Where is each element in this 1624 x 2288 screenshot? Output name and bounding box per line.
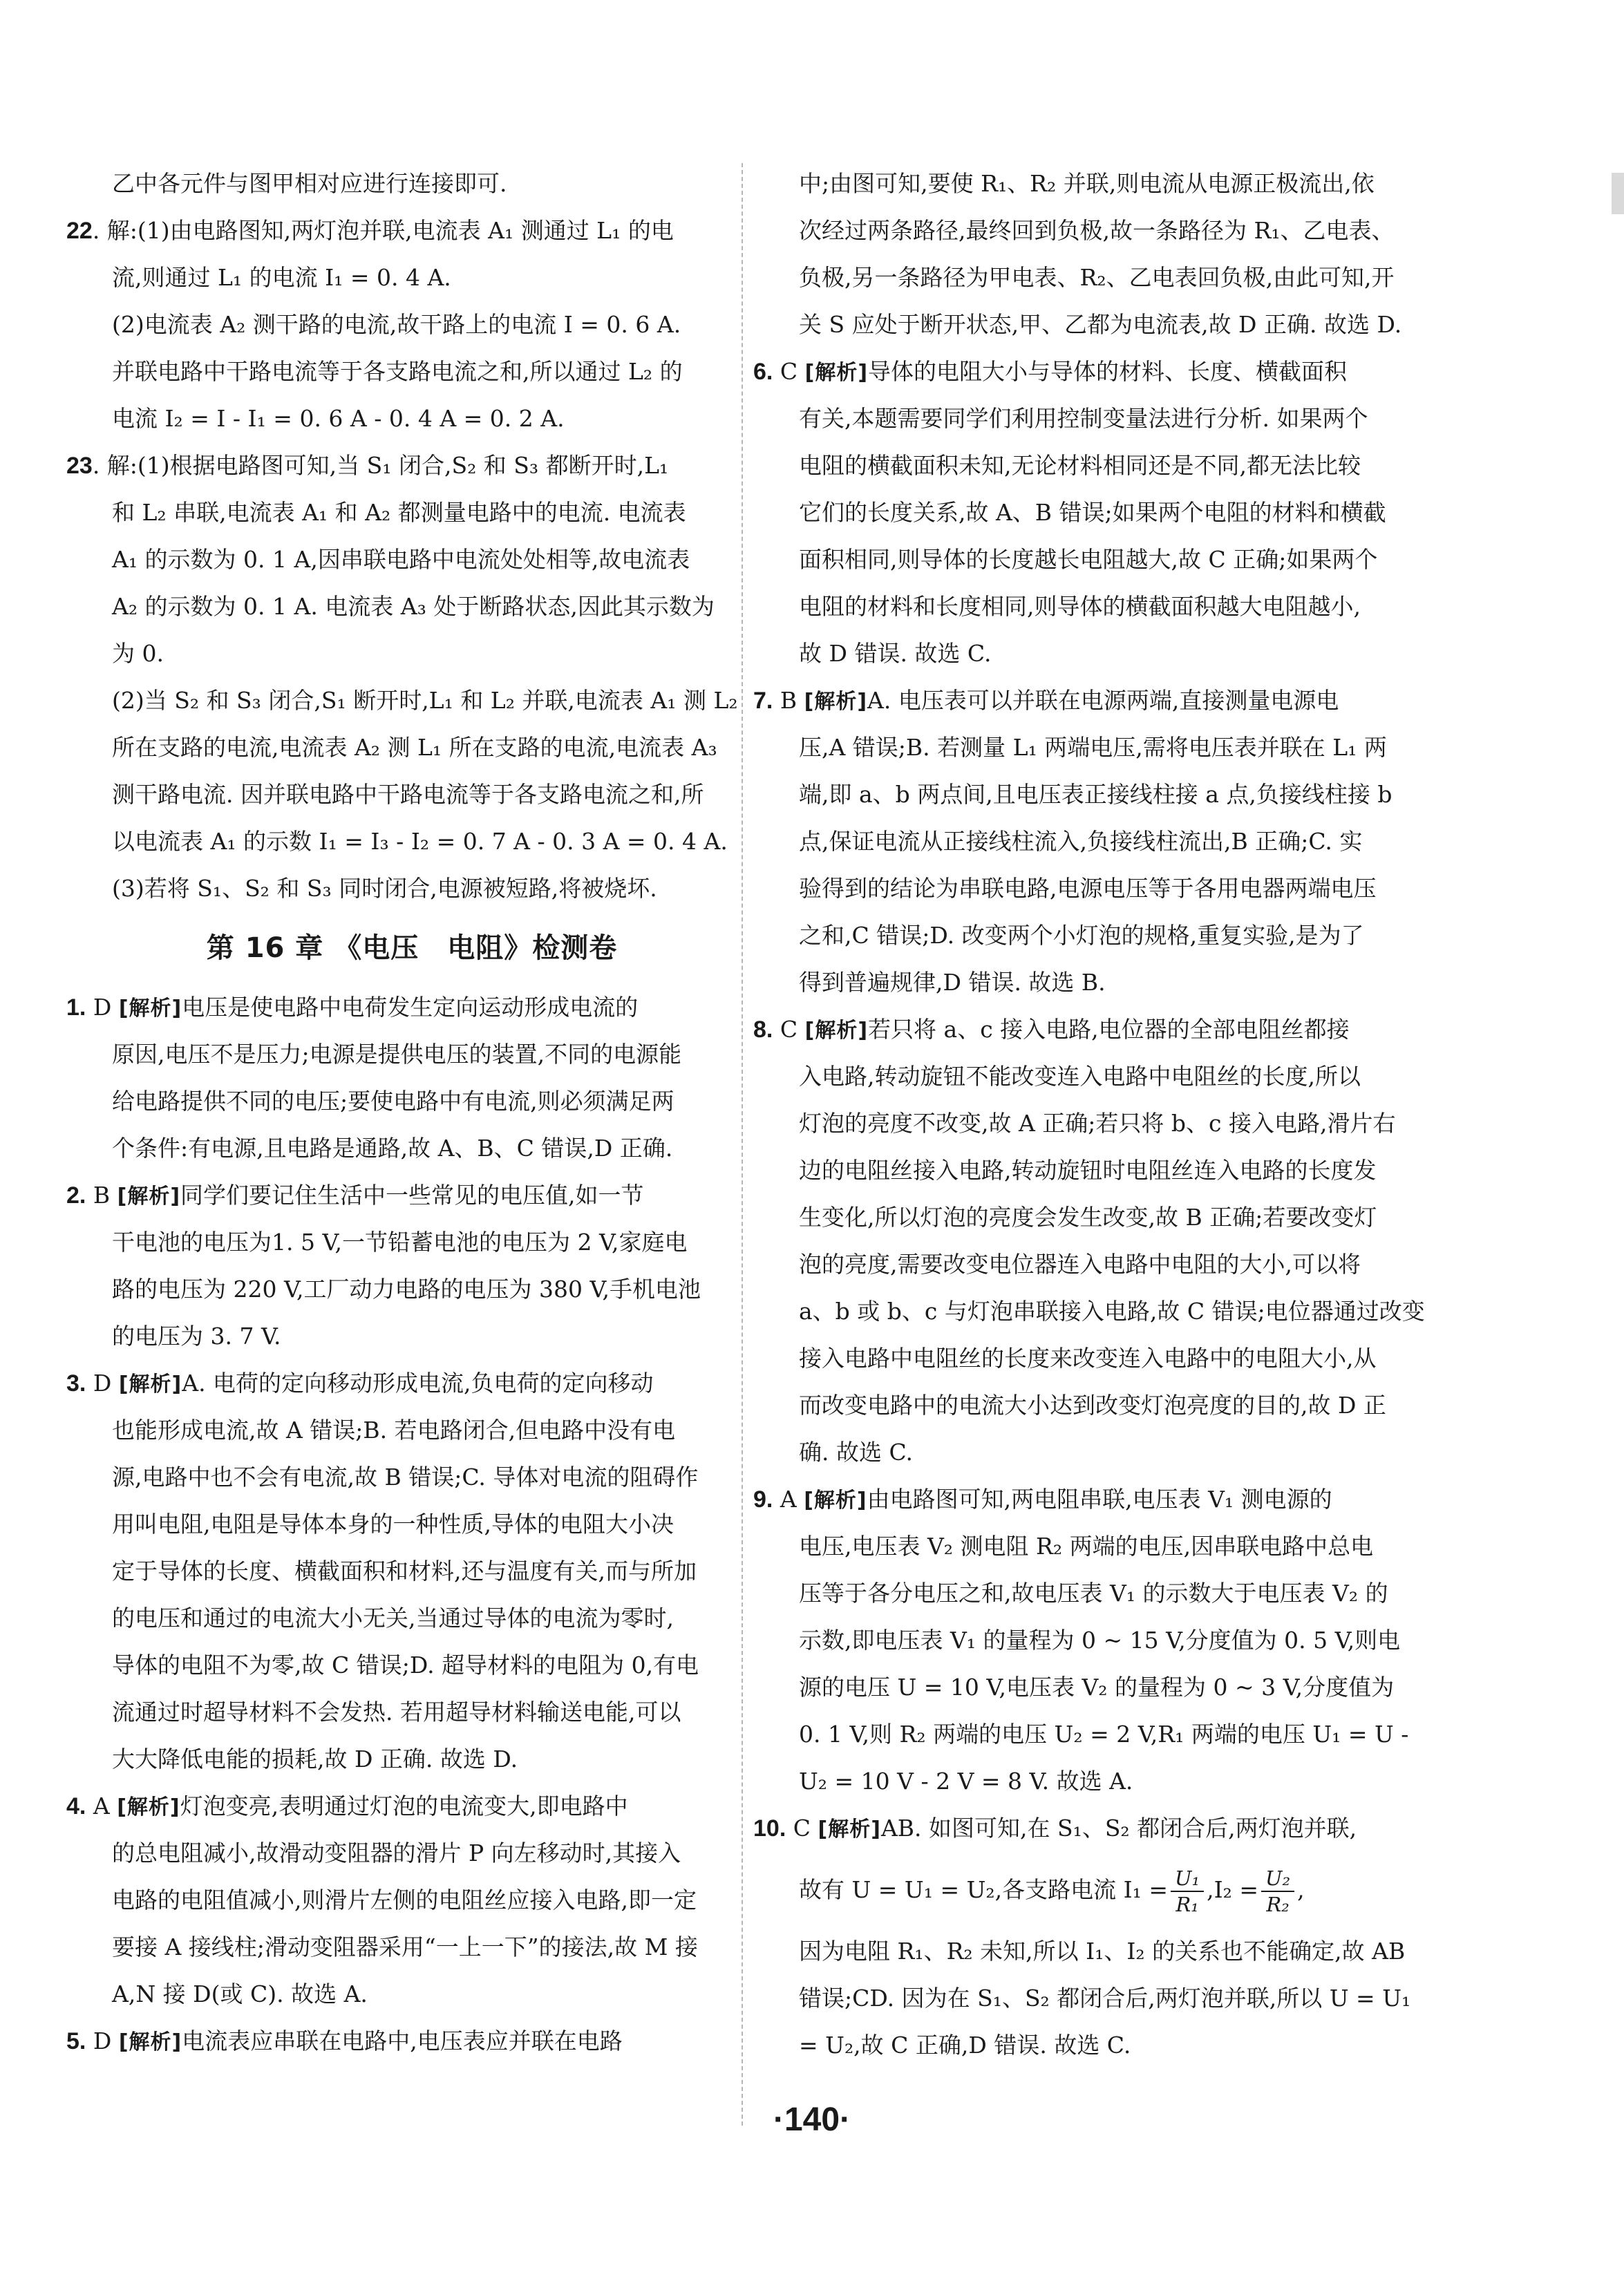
text-line <box>753 677 1444 724</box>
analysis-tag: [解析] <box>118 1372 182 1397</box>
question-number: 3 <box>66 1370 79 1397</box>
line-text: 流通过时超导材料不会发热. 若用超导材料输送电能,可以 <box>112 1699 681 1726</box>
line-text: A₁ 的示数为 0. 1 A,因串联电路中电流处处相等,故电流表 <box>112 546 690 573</box>
line-text: a、b 或 b、c 与灯泡串联接入电路,故 C 错误;电位器通过改变 <box>799 1298 1425 1325</box>
line-text: 并联电路中干路电流等于各支路电流之和,所以通过 L₂ 的 <box>112 358 683 385</box>
analysis-tag: [解析] <box>117 1795 180 1819</box>
line-text: 电压,电压表 V₂ 测电阻 R₂ 两端的电压,因串联电路中总电 <box>799 1533 1374 1560</box>
line-text: = U₂,故 C 正确,D 错误. 故选 C. <box>799 2032 1131 2059</box>
text-line <box>753 1335 1444 1382</box>
line-text: 定于导体的长度、横截面积和材料,还与温度有关,而与所加 <box>112 1558 697 1585</box>
answer-dot: . <box>766 359 773 385</box>
answer-dot: . <box>79 1370 86 1397</box>
line-text: 它们的长度关系,故 A、B 错误;如果两个电阻的材料和横截 <box>799 499 1386 526</box>
answer-dot: . <box>79 2028 86 2054</box>
text-line <box>753 1429 1444 1476</box>
text-line <box>753 254 1444 301</box>
text-line <box>66 865 757 912</box>
analysis-tag: [解析] <box>117 1184 181 1209</box>
line-text: . 解:(1)根据电路图可知,当 S₁ 闭合,S₂ 和 S₃ 都断开时,L₁ <box>92 452 669 479</box>
formula-tail: , <box>1297 1876 1305 1903</box>
text-line <box>66 1595 757 1642</box>
text-line <box>753 1523 1444 1570</box>
line-text: 由电路图可知,两电阻串联,电压表 V₁ 测电源的 <box>867 1486 1332 1513</box>
line-text: A₂ 的示数为 0. 1 A. 电流表 A₃ 处于断路状态,因此其示数为 <box>112 593 715 620</box>
fraction-denominator: R₁ <box>1175 1893 1199 1916</box>
line-text: 流,则通过 L₁ 的电流 I₁ = 0. 4 A. <box>112 264 451 291</box>
line-text: 的总电阻减小,故滑动变阻器的滑片 P 向左移动时,其接入 <box>112 1840 681 1866</box>
line-text: A,N 接 D(或 C). 故选 A. <box>112 1980 368 2007</box>
text-line <box>66 1783 757 1830</box>
line-text: 的电压为 3. 7 V. <box>112 1323 281 1350</box>
formula-mid: ,I₂ = <box>1207 1876 1259 1903</box>
text-line <box>753 1928 1444 1975</box>
text-line <box>753 771 1444 818</box>
line-text: . 解:(1)由电路图知,两灯泡并联,电流表 A₁ 测通过 L₁ 的电 <box>92 217 674 244</box>
column-divider <box>742 163 743 2126</box>
answer-dot: . <box>79 1793 86 1819</box>
line-text: 电流 I₂ = I - I₁ = 0. 6 A - 0. 4 A = 0. 2 A. <box>112 405 565 432</box>
text-line <box>753 1147 1444 1194</box>
page-edge-mark <box>1612 173 1624 214</box>
answer-dot: . <box>766 1017 773 1043</box>
answer-choice: C <box>786 1815 818 1842</box>
line-text: 压等于各分电压之和,故电压表 V₁ 的示数大于电压表 V₂ 的 <box>799 1580 1388 1607</box>
text-line <box>66 1454 757 1501</box>
right-column <box>753 160 1444 2069</box>
text-line <box>753 1758 1444 1805</box>
analysis-tag: [解析] <box>804 361 869 385</box>
analysis-tag: [解析] <box>804 1019 869 1043</box>
page-number: ·140· <box>773 2101 851 2138</box>
text-line <box>753 1617 1444 1664</box>
line-text: 负极,另一条路径为甲电表、R₂、乙电表回负极,由此可知,开 <box>799 264 1395 291</box>
line-text: 错误;CD. 因为在 S₁、S₂ 都闭合后,两灯泡并联,所以 U = U₁ <box>799 1985 1411 2012</box>
line-text: 边的电阻丝接入电路,转动旋钮时电阻丝连入电路的长度发 <box>799 1157 1377 1184</box>
text-line <box>66 536 757 583</box>
left-column <box>66 160 757 2065</box>
text-line <box>753 1805 1444 1852</box>
answer-dot: . <box>779 1815 786 1842</box>
text-line <box>753 1382 1444 1429</box>
text-line <box>66 1407 757 1454</box>
answer-dot: . <box>79 1182 86 1209</box>
text-line <box>66 1031 757 1078</box>
line-text: 个条件:有电源,且电路是通路,故 A、B、C 错误,D 正确. <box>112 1135 673 1162</box>
line-text: 要接 A 接线柱;滑动变阻器采用“一上一下”的接法,故 M 接 <box>112 1934 698 1960</box>
answer-choice: A <box>86 1793 117 1819</box>
text-line <box>66 1924 757 1971</box>
question-number: 22 <box>66 218 93 244</box>
question-number: 5 <box>66 2028 79 2054</box>
text-line <box>66 630 757 677</box>
answer-dot: . <box>766 688 773 714</box>
line-text: (3)若将 S₁、S₂ 和 S₃ 同时闭合,电源被短路,将被烧坏. <box>112 875 657 902</box>
line-text: 之和,C 错误;D. 改变两个小灯泡的规格,重复实验,是为了 <box>799 922 1364 949</box>
line-text: 关 S 应处于断开状态,甲、乙都为电流表,故 D 正确. 故选 D. <box>799 311 1402 338</box>
text-line <box>753 1053 1444 1100</box>
line-text: 接入电路中电阻丝的长度来改变连入电路中的电阻大小,从 <box>799 1345 1377 1372</box>
line-text: 为 0. <box>112 640 164 667</box>
text-line <box>66 254 757 301</box>
text-line <box>753 1288 1444 1335</box>
text-line <box>753 1006 1444 1053</box>
text-line <box>753 442 1444 489</box>
text-line <box>66 395 757 442</box>
fraction-denominator: R₂ <box>1266 1893 1290 1916</box>
line-text: 导体的电阻大小与导体的材料、长度、横截面积 <box>868 358 1348 385</box>
text-line <box>66 583 757 630</box>
analysis-tag: [解析] <box>818 1817 881 1842</box>
analysis-tag: [解析] <box>804 1488 867 1513</box>
line-text: 次经过两条路径,最终回到负极,故一条路径为 R₁、乙电表、 <box>799 217 1395 244</box>
line-text: 电阻的横截面积未知,无论材料相同还是不同,都无法比较 <box>799 452 1361 479</box>
line-text: AB. 如图可知,在 S₁、S₂ 都闭合后,两灯泡并联, <box>880 1815 1357 1842</box>
analysis-tag: [解析] <box>118 996 182 1021</box>
line-text: 生变化,所以灯泡的亮度会发生改变,故 B 正确;若要改变灯 <box>799 1204 1377 1231</box>
line-text: 故 D 错误. 故选 C. <box>799 640 992 667</box>
text-line <box>753 1975 1444 2022</box>
text-line <box>66 1078 757 1125</box>
line-text: 确. 故选 C. <box>799 1439 914 1466</box>
text-line <box>66 1219 757 1266</box>
fraction-i1 <box>1171 1866 1204 1917</box>
line-text: U₂ = 10 V - 2 V = 8 V. 故选 A. <box>799 1768 1133 1795</box>
line-text: A. 电压表可以并联在电源两端,直接测量电源电 <box>867 687 1339 714</box>
answer-choice: C <box>773 358 805 385</box>
text-line <box>753 301 1444 348</box>
line-text: 灯泡变亮,表明通过灯泡的电流变大,即电路中 <box>180 1793 628 1819</box>
line-text: (2)电流表 A₂ 测干路的电流,故干路上的电流 I = 0. 6 A. <box>112 311 681 338</box>
answer-dot: . <box>79 994 86 1021</box>
text-line <box>66 1548 757 1595</box>
line-text: 也能形成电流,故 A 错误;B. 若电路闭合,但电路中没有电 <box>112 1417 676 1444</box>
text-line <box>753 1100 1444 1147</box>
text-line <box>753 818 1444 865</box>
text-line <box>66 1266 757 1313</box>
question-number: 9 <box>753 1486 766 1513</box>
answer-choice: B <box>86 1182 117 1209</box>
line-text: 电阻的材料和长度相同,则导体的横截面积越大电阻越小, <box>799 593 1361 620</box>
line-text: 压,A 错误;B. 若测量 L₁ 两端电压,需将电压表并联在 L₁ 两 <box>799 734 1387 761</box>
text-line <box>66 818 757 865</box>
text-line <box>753 207 1444 254</box>
line-text: 源,电路中也不会有电流,故 B 错误;C. 导体对电流的阻碍作 <box>112 1464 699 1491</box>
answer-dot: . <box>766 1486 773 1513</box>
line-text: 所在支路的电流,电流表 A₂ 测 L₁ 所在支路的电流,电流表 A₃ <box>112 734 717 761</box>
text-line <box>66 1642 757 1689</box>
question-number: 4 <box>66 1793 79 1819</box>
formula-lead: 故有 U = U₁ = U₂,各支路电流 I₁ = <box>799 1876 1169 1903</box>
line-text: 以电流表 A₁ 的示数 I₁ = I₃ - I₂ = 0. 7 A - 0. 3 A = 0. 4 A. <box>112 828 728 855</box>
analysis-tag: [解析] <box>804 690 868 714</box>
text-line <box>66 1501 757 1548</box>
line-text: 点,保证电流从正接线柱流入,负接线柱流出,B 正确;C. 实 <box>799 828 1363 855</box>
answer-choice: C <box>773 1016 805 1043</box>
line-text: A. 电荷的定向移动形成电流,负电荷的定向移动 <box>182 1370 654 1397</box>
question-number: 10 <box>753 1815 780 1842</box>
question-number: 1 <box>66 994 79 1021</box>
line-text: 电压是使电路中电荷发生定向运动形成电流的 <box>182 994 639 1021</box>
text-line <box>753 583 1444 630</box>
line-text: 示数,即电压表 V₁ 的量程为 0 ~ 15 V,分度值为 0. 5 V,则电 <box>799 1627 1401 1654</box>
text-line <box>66 1360 757 1407</box>
line-text: 大大降低电能的损耗,故 D 正确. 故选 D. <box>112 1746 518 1772</box>
line-text: 因为电阻 R₁、R₂ 未知,所以 I₁、I₂ 的关系也不能确定,故 AB <box>799 1938 1406 1965</box>
line-text: 灯泡的亮度不改变,故 A 正确;若只将 b、c 接入电路,滑片右 <box>799 1110 1396 1137</box>
text-line <box>66 1877 757 1924</box>
text-line <box>66 160 757 207</box>
answer-choice: D <box>86 1370 119 1397</box>
line-text: 的电压和通过的电流大小无关,当通过导体的电流为零时, <box>112 1605 674 1632</box>
text-line <box>66 442 757 489</box>
fraction-numerator: U₁ <box>1171 1866 1204 1892</box>
line-text: (2)当 S₂ 和 S₃ 闭合,S₁ 断开时,L₁ 和 L₂ 并联,电流表 A₁ 测 L₂ <box>112 687 738 714</box>
line-text: 原因,电压不是压力;电源是提供电压的装置,不同的电源能 <box>112 1041 682 1068</box>
line-text: 源的电压 U = 10 V,电压表 V₂ 的量程为 0 ~ 3 V,分度值为 <box>799 1674 1395 1701</box>
text-line <box>753 959 1444 1006</box>
line-text: 而改变电路中的电流大小达到改变灯泡亮度的目的,故 D 正 <box>799 1392 1386 1419</box>
line-text: 同学们要记住生活中一些常见的电压值,如一节 <box>180 1182 644 1209</box>
text-line <box>753 912 1444 959</box>
line-text: 电流表应串联在电路中,电压表应并联在电路 <box>182 2027 623 2054</box>
text-line <box>66 1125 757 1172</box>
analysis-tag: [解析] <box>118 2030 182 2054</box>
text-line <box>66 677 757 724</box>
text-line <box>66 1172 757 1219</box>
text-line <box>753 1711 1444 1758</box>
question-number: 6 <box>753 359 766 385</box>
text-line <box>66 301 757 348</box>
text-line <box>753 395 1444 442</box>
answer-choice: A <box>773 1486 804 1513</box>
text-line <box>66 489 757 536</box>
question-number: 23 <box>66 453 93 479</box>
line-text: 给电路提供不同的电压;要使电路中有电流,则必须满足两 <box>112 1088 674 1115</box>
text-line <box>66 348 757 395</box>
text-line <box>753 160 1444 207</box>
text-line <box>753 1664 1444 1711</box>
line-text: 若只将 a、c 接入电路,电位器的全部电阻丝都接 <box>868 1016 1350 1043</box>
line-text: 导体的电阻不为零,故 C 错误;D. 超导材料的电阻为 0,有电 <box>112 1652 699 1679</box>
fraction-i2 <box>1261 1866 1294 1917</box>
line-text: 测干路电流. 因并联电路中干路电流等于各支路电流之和,所 <box>112 781 704 808</box>
text-line <box>66 207 757 254</box>
line-text: 得到普遍规律,D 错误. 故选 B. <box>799 969 1106 996</box>
line-text: 干电池的电压为1. 5 V,一节铅蓄电池的电压为 2 V,家庭电 <box>112 1229 688 1256</box>
text-line <box>753 1570 1444 1617</box>
question-number: 2 <box>66 1182 79 1209</box>
text-line <box>66 1313 757 1360</box>
line-text: 电路的电阻值减小,则滑片左侧的电阻丝应接入电路,即一定 <box>112 1887 697 1913</box>
text-line <box>66 984 757 1031</box>
line-text: 验得到的结论为串联电路,电源电压等于各用电器两端电压 <box>799 875 1377 902</box>
text-line <box>66 1736 757 1783</box>
text-line <box>66 1689 757 1736</box>
text-line <box>66 2018 757 2065</box>
answer-choice: D <box>86 994 119 1021</box>
line-text: 0. 1 V,则 R₂ 两端的电压 U₂ = 2 V,R₁ 两端的电压 U₁ = U - <box>799 1721 1409 1748</box>
line-text: 端,即 a、b 两点间,且电压表正接线柱接 a 点,负接线柱接 b <box>799 781 1392 808</box>
text-line <box>753 724 1444 771</box>
text-line <box>753 865 1444 912</box>
question-number: 7 <box>753 688 766 714</box>
chapter-heading: 第 16 章 《电压 电阻》检测卷 <box>206 932 618 964</box>
text-line <box>753 489 1444 536</box>
line-text: 中;由图可知,要使 R₁、R₂ 并联,则电流从电源正极流出,依 <box>799 170 1375 197</box>
text-line <box>753 348 1444 395</box>
question-number: 8 <box>753 1017 766 1043</box>
text-line <box>66 771 757 818</box>
line-text: 入电路,转动旋钮不能改变连入电路中电阻丝的长度,所以 <box>799 1063 1361 1090</box>
text-line <box>66 1830 757 1877</box>
answer-choice: D <box>86 2027 119 2054</box>
line-text: 乙中各元件与图甲相对应进行连接即可. <box>112 170 507 197</box>
line-text: 和 L₂ 串联,电流表 A₁ 和 A₂ 都测量电路中的电流. 电流表 <box>112 499 686 526</box>
fraction-numerator: U₂ <box>1261 1866 1294 1892</box>
line-text: 面积相同,则导体的长度越长电阻越大,故 C 正确;如果两个 <box>799 546 1378 573</box>
text-line <box>66 1971 757 2018</box>
line-text: 用叫电阻,电阻是导体本身的一种性质,导体的电阻大小决 <box>112 1511 674 1538</box>
text-line <box>753 2022 1444 2069</box>
line-text: 路的电压为 220 V,工厂动力电路的电压为 380 V,手机电池 <box>112 1276 701 1303</box>
text-line <box>66 724 757 771</box>
formula-line <box>753 1852 1444 1928</box>
answer-choice: B <box>773 687 804 714</box>
text-line <box>753 630 1444 677</box>
line-text: 有关,本题需要同学们利用控制变量法进行分析. 如果两个 <box>799 405 1368 432</box>
text-line <box>753 1194 1444 1241</box>
text-line <box>753 1476 1444 1523</box>
line-text: 泡的亮度,需要改变电位器连入电路中电阻的大小,可以将 <box>799 1251 1361 1278</box>
text-line <box>753 536 1444 583</box>
text-line <box>753 1241 1444 1288</box>
